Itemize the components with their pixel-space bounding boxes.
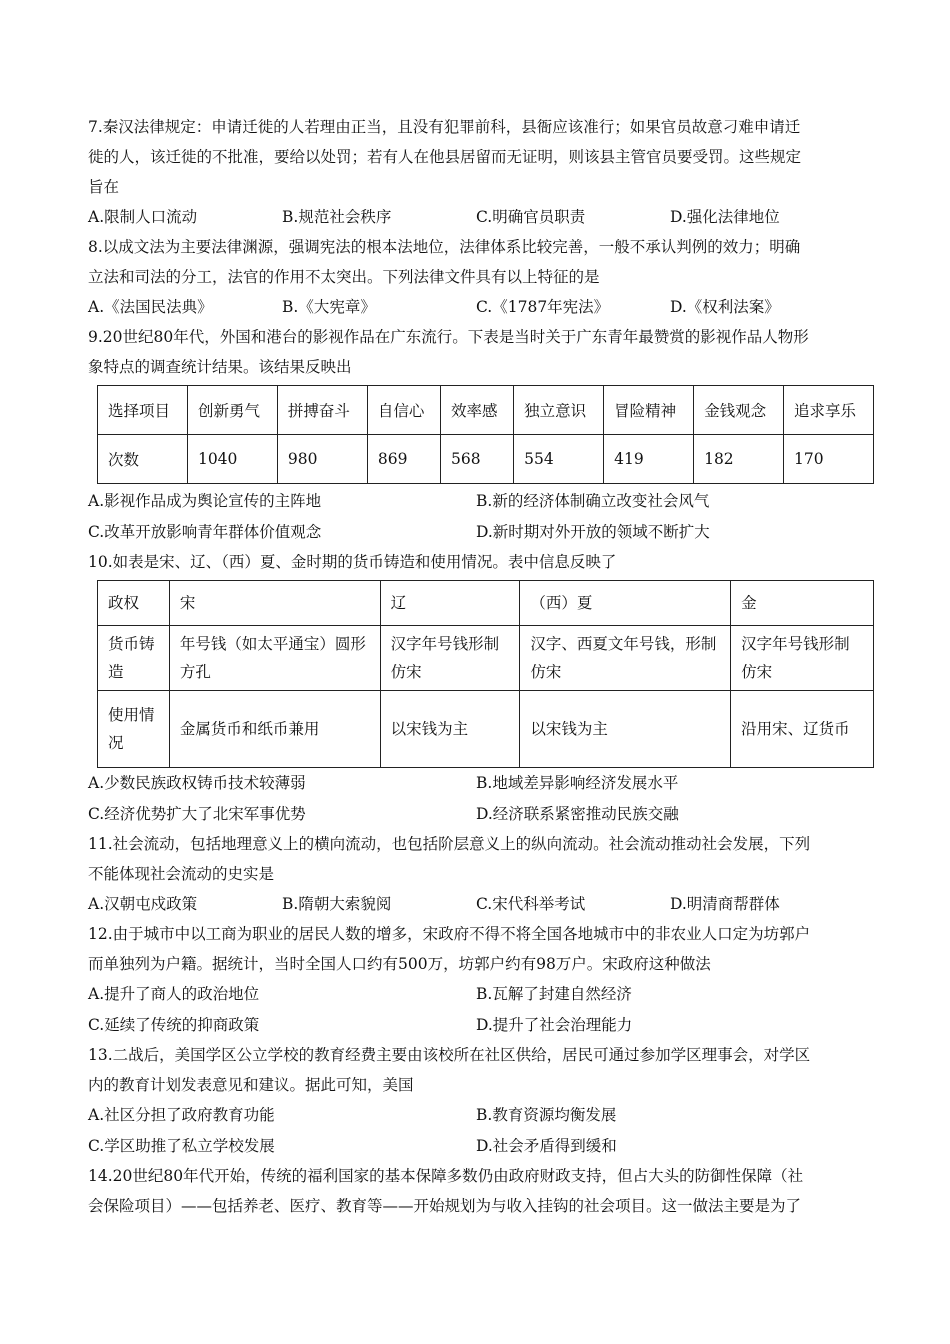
option-a[interactable]: A.社区分担了政府教育功能 bbox=[88, 1106, 275, 1124]
question-7-line-3: 旨在 bbox=[88, 178, 120, 196]
question-8-line-2: 立法和司法的分工，法官的作用不太突出。下列法律文件具有以上特征的是 bbox=[88, 268, 600, 286]
currency-table bbox=[97, 580, 874, 768]
table-cell: 以宋钱为主 bbox=[380, 691, 520, 768]
table-cell: 追求享乐 bbox=[784, 386, 874, 435]
option-c[interactable]: C.延续了传统的抑商政策 bbox=[88, 1015, 260, 1034]
option-a[interactable]: A.提升了商人的政治地位 bbox=[88, 985, 260, 1003]
table-cell: 辽 bbox=[380, 581, 520, 626]
option-d[interactable]: D.明清商帮群体 bbox=[670, 895, 780, 913]
question-11-line-1: 11.社会流动，包括地理意义上的横向流动，也包括阶层意义上的纵向流动。社会流动推动社会发展，下列 bbox=[88, 835, 811, 853]
option-c[interactable]: C.宋代科举考试 bbox=[476, 895, 586, 913]
option-c[interactable]: C.经济优势扩大了北宋军事优势 bbox=[88, 804, 306, 823]
question-13-line-2: 内的教育计划发表意见和建议。据此可知，美国 bbox=[88, 1076, 414, 1094]
table-cell: 金钱观念 bbox=[694, 386, 784, 435]
question-12-options-row-1 bbox=[88, 979, 864, 1010]
table-cell: 869 bbox=[367, 435, 440, 484]
table-cell: 以宋钱为主 bbox=[520, 691, 731, 768]
option-b[interactable]: B.地域差异影响经济发展水平 bbox=[476, 774, 679, 792]
question-14-line-1: 14.20世纪80年代开始，传统的福利国家的基本保障多数仍由政府财政支持，但占大头的防御性保障（社 bbox=[88, 1167, 804, 1185]
currency-header-row bbox=[98, 581, 874, 626]
question-8 bbox=[88, 232, 864, 322]
table-cell: 选择项目 bbox=[98, 386, 188, 435]
question-9 bbox=[88, 322, 864, 547]
option-b[interactable]: B.隋朝大索貌阅 bbox=[282, 895, 392, 913]
question-9-line-2: 象特点的调查统计结果。该结果反映出 bbox=[88, 358, 352, 376]
question-10-line-1: 10.如表是宋、辽、（西）夏、金时期的货币铸造和使用情况。表中信息反映了 bbox=[88, 553, 617, 571]
question-7-line-1: 7.秦汉法律规定：申请迁徙的人若理由正当，且没有犯罪前科，县衙应该准行；如果官员故意刁难申请迁 bbox=[88, 118, 801, 136]
table-cell: 金 bbox=[731, 581, 874, 626]
option-b[interactable]: B.教育资源均衡发展 bbox=[476, 1106, 617, 1124]
table-cell: 1040 bbox=[187, 435, 277, 484]
question-13-options-row-2 bbox=[88, 1131, 864, 1162]
survey-count-row bbox=[98, 435, 874, 484]
table-cell: 效率感 bbox=[441, 386, 514, 435]
question-13 bbox=[88, 1040, 864, 1161]
table-cell: 年号钱（如太平通宝）圆形方孔 bbox=[169, 626, 380, 691]
option-b[interactable]: B.新的经济体制确立改变社会风气 bbox=[476, 492, 710, 510]
table-cell: 次数 bbox=[98, 435, 188, 484]
table-cell: 货币铸造 bbox=[98, 626, 170, 691]
survey-header-row bbox=[98, 386, 874, 435]
table-cell: 宋 bbox=[169, 581, 380, 626]
table-cell: 使用情况 bbox=[98, 691, 170, 768]
currency-mint-row bbox=[98, 626, 874, 691]
question-13-line-1: 13.二战后，美国学区公立学校的教育经费主要由该校所在社区供给，居民可通过参加学区理事会，对学区 bbox=[88, 1046, 811, 1064]
table-cell: 170 bbox=[784, 435, 874, 484]
table-cell: 980 bbox=[277, 435, 367, 484]
table-cell: 汉字、西夏文年号钱，形制仿宋 bbox=[520, 626, 731, 691]
table-cell: 政权 bbox=[98, 581, 170, 626]
table-cell: 554 bbox=[514, 435, 604, 484]
option-c[interactable]: C.《1787年宪法》 bbox=[476, 298, 610, 316]
option-d[interactable]: D.经济联系紧密推动民族交融 bbox=[476, 804, 679, 823]
option-d[interactable]: D.《权利法案》 bbox=[670, 298, 780, 316]
currency-usage-row bbox=[98, 691, 874, 768]
question-12-options-row-2 bbox=[88, 1010, 864, 1041]
question-12-line-2: 而单独列为户籍。据统计，当时全国人口约有500万，坊郭户约有98万户。宋政府这种做法 bbox=[88, 955, 711, 973]
table-cell: 182 bbox=[694, 435, 784, 484]
table-cell: 金属货币和纸币兼用 bbox=[169, 691, 380, 768]
table-cell: 冒险精神 bbox=[604, 386, 694, 435]
option-a[interactable]: A.少数民族政权铸币技术较薄弱 bbox=[88, 774, 306, 792]
question-11-options bbox=[88, 889, 864, 919]
question-14-line-2: 会保险项目）——包括养老、医疗、教育等——开始规划为与收入挂钩的社会项目。这一做法主要是为了 bbox=[88, 1197, 802, 1215]
question-13-options-row-1 bbox=[88, 1100, 864, 1131]
question-9-options-row-1 bbox=[88, 486, 864, 517]
question-7-line-2: 徙的人，该迁徙的不批准，要给以处罚；若有人在他县居留而无证明，则该县主管官员要受罚。这些规定 bbox=[88, 148, 802, 166]
question-10-options-row-1 bbox=[88, 768, 864, 799]
table-cell: 568 bbox=[441, 435, 514, 484]
question-8-line-1: 8.以成文法为主要法律渊源，强调宪法的根本法地位，法律体系比较完善，一般不承认判例的效力；明确 bbox=[88, 238, 801, 256]
option-c[interactable]: C.改革开放影响青年群体价值观念 bbox=[88, 522, 322, 541]
question-12-line-1: 12.由于城市中以工商为职业的居民人数的增多，宋政府不得不将全国各地城市中的非农业人口定为坊郭户 bbox=[88, 925, 811, 943]
question-10-options-row-2 bbox=[88, 799, 864, 830]
question-12 bbox=[88, 919, 864, 1040]
question-9-options-row-2 bbox=[88, 517, 864, 548]
table-cell: 汉字年号钱形制仿宋 bbox=[731, 626, 874, 691]
option-b[interactable]: B.瓦解了封建自然经济 bbox=[476, 985, 632, 1003]
option-a[interactable]: A.限制人口流动 bbox=[88, 208, 198, 226]
table-cell: 汉字年号钱形制仿宋 bbox=[380, 626, 520, 691]
option-c[interactable]: C.明确官员职责 bbox=[476, 208, 586, 226]
option-d[interactable]: D.提升了社会治理能力 bbox=[476, 1015, 633, 1034]
table-cell: 沿用宋、辽货币 bbox=[731, 691, 874, 768]
option-b[interactable]: B.《大宪章》 bbox=[282, 298, 376, 316]
question-9-line-1: 9.20世纪80年代，外国和港台的影视作品在广东流行。下表是当时关于广东青年最赞赏的影视作品人物形 bbox=[88, 328, 809, 346]
option-d[interactable]: D.社会矛盾得到缓和 bbox=[476, 1136, 617, 1155]
option-a[interactable]: A.汉朝屯戍政策 bbox=[88, 895, 198, 913]
option-c[interactable]: C.学区助推了私立学校发展 bbox=[88, 1136, 275, 1155]
question-11 bbox=[88, 829, 864, 919]
question-8-options bbox=[88, 292, 864, 322]
table-cell: 419 bbox=[604, 435, 694, 484]
question-7-options bbox=[88, 202, 864, 232]
question-14 bbox=[88, 1161, 864, 1221]
table-cell: 创新勇气 bbox=[187, 386, 277, 435]
option-a[interactable]: A.影视作品成为舆论宣传的主阵地 bbox=[88, 492, 322, 510]
option-d[interactable]: D.新时期对外开放的领域不断扩大 bbox=[476, 522, 710, 541]
question-7 bbox=[88, 112, 864, 232]
exam-page bbox=[88, 112, 864, 1221]
table-cell: 拼搏奋斗 bbox=[277, 386, 367, 435]
survey-table bbox=[97, 385, 874, 484]
option-b[interactable]: B.规范社会秩序 bbox=[282, 208, 392, 226]
question-11-line-2: 不能体现社会流动的史实是 bbox=[88, 865, 275, 883]
table-cell: 自信心 bbox=[367, 386, 440, 435]
table-cell: （西）夏 bbox=[520, 581, 731, 626]
table-cell: 独立意识 bbox=[514, 386, 604, 435]
option-a[interactable]: A.《法国民法典》 bbox=[88, 298, 213, 316]
option-d[interactable]: D.强化法律地位 bbox=[670, 208, 780, 226]
question-10 bbox=[88, 547, 864, 829]
